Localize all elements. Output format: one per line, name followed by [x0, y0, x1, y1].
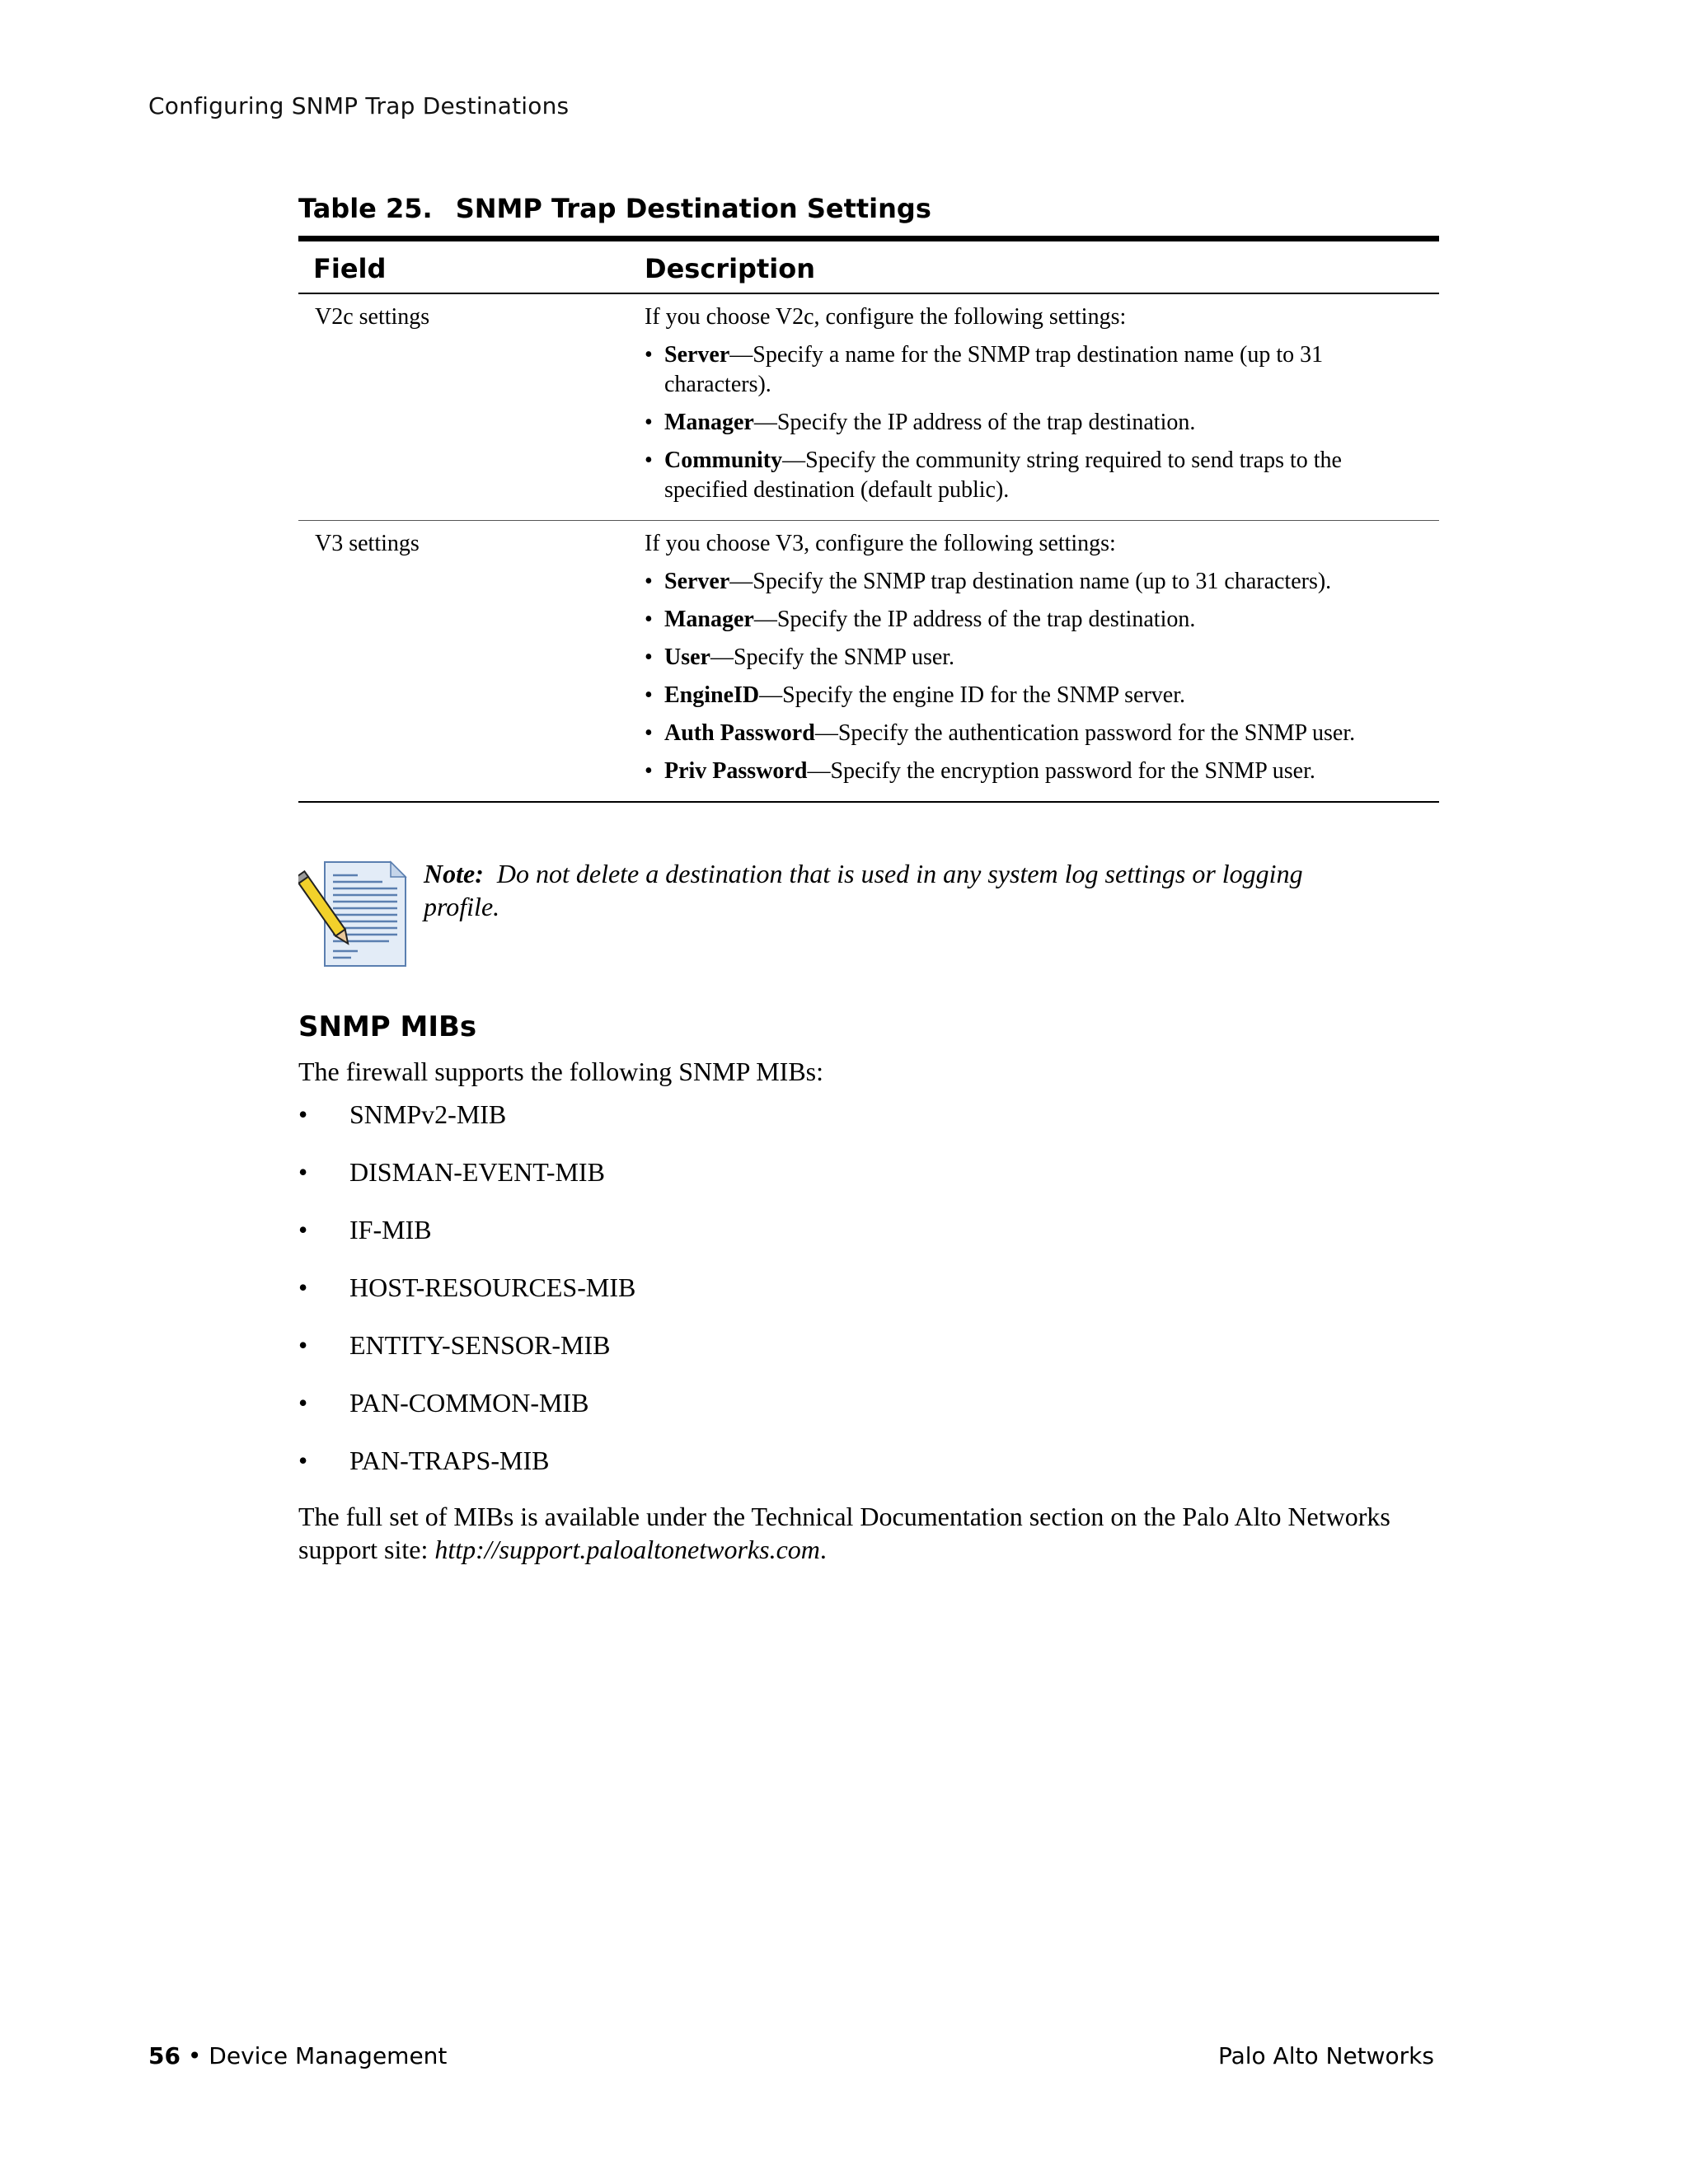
setting-text: —Specify the engine ID for the SNMP server.	[759, 682, 1186, 708]
section-intro: The firewall supports the following SNMP MIBs:	[298, 1057, 823, 1086]
table-caption-number: Table 25.	[298, 193, 433, 224]
mibs-availability-paragraph	[298, 1500, 1452, 1566]
setting-text: —Specify the IP address of the trap destination.	[753, 607, 1196, 632]
setting-text: —Specify the SNMP user.	[710, 644, 955, 670]
table-header-row	[298, 239, 1439, 294]
column-header-field: Field	[298, 239, 620, 294]
setting-text: —Specify the encryption password for the SNMP user.	[807, 758, 1315, 784]
running-header: Configuring SNMP Trap Destinations	[148, 92, 570, 120]
list-item: • SNMPv2-MIB	[298, 1098, 635, 1155]
setting-term: User	[664, 644, 710, 670]
list-item	[645, 757, 1426, 786]
setting-term: Server	[664, 342, 730, 368]
setting-term: Community	[664, 448, 783, 473]
setting-text: —Specify a name for the SNMP trap destination name (up to 31 characters).	[664, 342, 1324, 397]
v2c-settings-list	[645, 340, 1426, 505]
setting-term: Priv Password	[664, 758, 808, 784]
list-item: • PAN-COMMON-MIB	[298, 1386, 635, 1444]
setting-term: Manager	[664, 607, 754, 632]
setting-term: Manager	[664, 410, 754, 435]
table-caption	[298, 193, 931, 224]
column-header-description: Description	[620, 239, 1439, 294]
table-row	[298, 521, 1439, 803]
list-item	[645, 643, 1426, 673]
list-item: • PAN-TRAPS-MIB	[298, 1444, 635, 1502]
page-footer-company: Palo Alto Networks	[1217, 2042, 1434, 2069]
list-item	[645, 681, 1426, 710]
note-block	[298, 857, 1439, 972]
list-item: • IF-MIB	[298, 1213, 635, 1271]
list-item	[645, 605, 1426, 635]
row-field-v2c: V2c settings	[298, 293, 620, 521]
list-item: • HOST-RESOURCES-MIB	[298, 1271, 635, 1329]
table-caption-title: SNMP Trap Destination Settings	[455, 193, 931, 224]
note-pencil-icon	[298, 857, 414, 972]
note-body: Do not delete a destination that is used in any system log settings or logging profile.	[424, 859, 1303, 921]
row-description-v2c	[620, 293, 1439, 521]
snmp-trap-settings-table	[298, 236, 1439, 803]
table-row	[298, 293, 1439, 521]
list-item	[645, 567, 1426, 597]
note-label: Note:	[424, 859, 484, 888]
note-text	[424, 857, 1380, 923]
description-intro: If you choose V3, configure the following settings:	[645, 531, 1116, 556]
list-item: • DISMAN-EVENT-MIB	[298, 1155, 635, 1213]
setting-term: EngineID	[664, 682, 760, 708]
page-number: 56	[148, 2042, 181, 2069]
setting-term: Auth Password	[664, 720, 815, 746]
footer-section: • Device Management	[187, 2042, 448, 2069]
paragraph-end: .	[819, 1535, 827, 1564]
list-item	[645, 340, 1426, 400]
row-description-v3	[620, 521, 1439, 803]
list-item: • ENTITY-SENSOR-MIB	[298, 1329, 635, 1386]
v3-settings-list	[645, 567, 1426, 786]
setting-text: —Specify the authentication password for the SNMP user.	[814, 720, 1356, 746]
section-heading-snmp-mibs: SNMP MIBs	[298, 1010, 477, 1043]
page-footer-left	[148, 2042, 447, 2069]
description-intro: If you choose V2c, configure the following settings:	[645, 304, 1127, 330]
setting-text: —Specify the community string required to send traps to the specified destination (default public).	[664, 448, 1342, 503]
mib-list	[298, 1098, 635, 1502]
list-item	[645, 408, 1426, 438]
paragraph-text: The full set of MIBs is available under the Technical Documentation section on the Palo Alto Networks support site:	[298, 1502, 1390, 1564]
list-item	[645, 446, 1426, 505]
setting-term: Server	[664, 569, 730, 594]
setting-text: —Specify the SNMP trap destination name (up to 31 characters).	[729, 569, 1332, 594]
support-site-link[interactable]: http://support.paloaltonetworks.com	[434, 1535, 820, 1564]
list-item	[645, 719, 1426, 748]
row-field-v3: V3 settings	[298, 521, 620, 803]
setting-text: —Specify the IP address of the trap destination.	[753, 410, 1196, 435]
